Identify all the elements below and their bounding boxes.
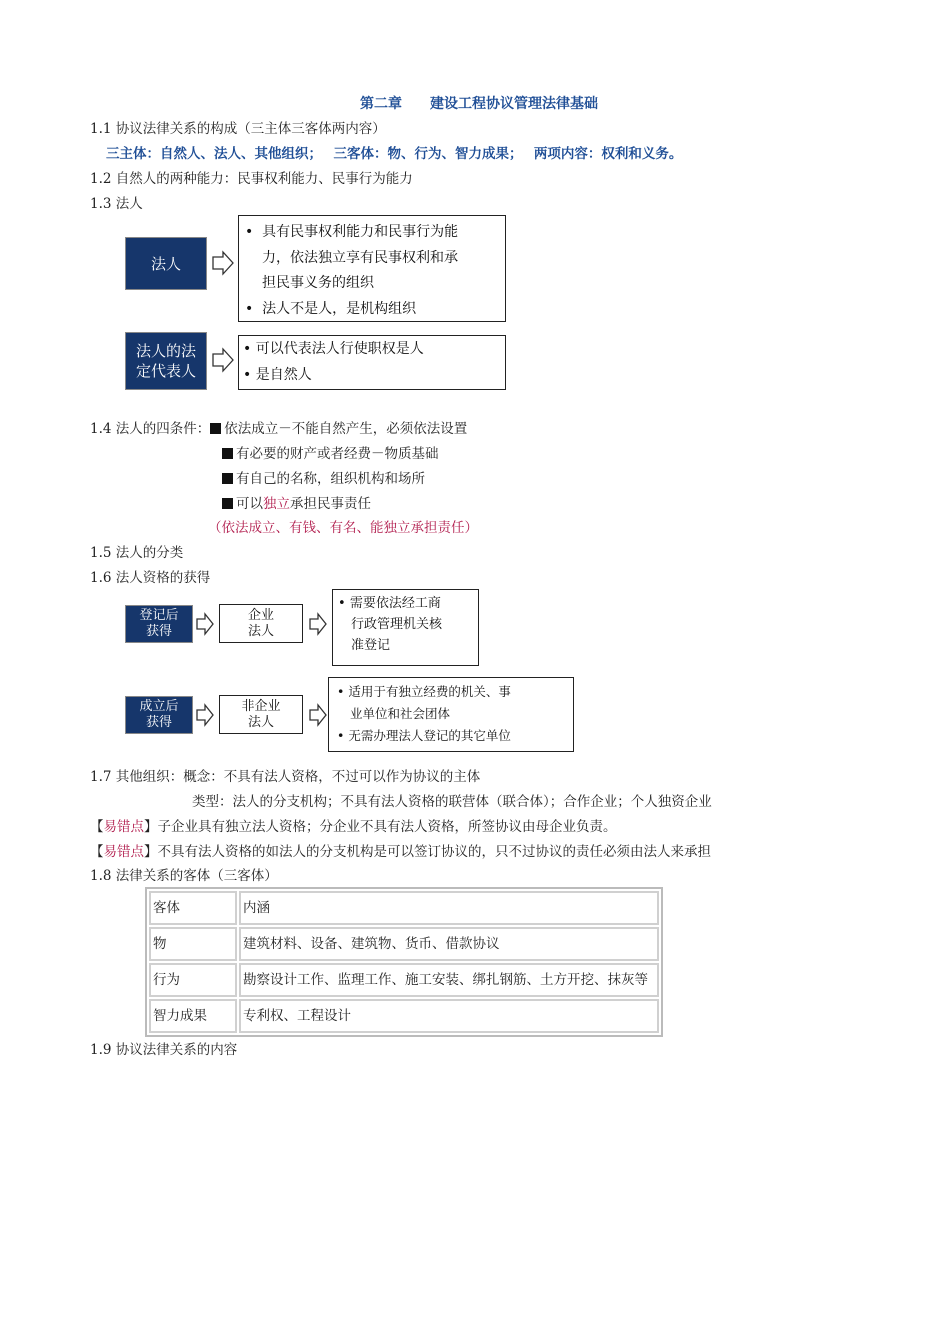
arrow-right-icon [195,703,215,727]
non-enterprise-note-box: • 适用于有独立经费的机关、事 业单位和社会团体 • 无需办理法人登记的其它单位 [328,677,574,752]
non-enterprise-legal-person-box: 非企业 法人 [219,695,303,734]
legal-representative-label-box: 法人的法 定代表人 [125,332,207,390]
section-1-8: 1.8 法律关系的客体（三客体） [90,868,278,884]
section-1-2: 1.2 自然人的两种能力：民事权利能力、民事行为能力 [90,171,413,187]
arrow-right-icon [195,612,215,636]
section-1-6: 1.6 法人资格的获得 [90,570,211,586]
enterprise-registration-note-box: • 需要依法经工商 行政管理机关核 准登记 [332,589,479,666]
section-1-1-summary: 三主体：自然人、法人、其他组织； 三客体：物、行为、智力成果； 两项内容：权利和义务。 [106,146,683,162]
section-1-5: 1.5 法人的分类 [90,545,184,561]
table-header-cell: 客体 [149,891,237,925]
error-note-1: 【易错点】子企业具有独立法人资格；分企业不具有法人资格，所签协议由母企业负责。 [90,819,617,835]
square-bullet-icon [222,498,233,509]
condition-item: 有必要的财产或者经费－物质基础 [222,445,439,463]
table-cell: 行为 [149,963,237,997]
section-1-7: 1.7 其他组织：概念：不具有法人资格，不过可以作为协议的主体 [90,769,481,785]
table-cell: 物 [149,927,237,961]
arrow-right-icon [308,612,328,636]
table-row [149,999,659,1033]
condition-item: 有自己的名称，组织机构和场所 [222,470,425,488]
legal-person-label-box: 法人 [125,237,207,290]
chapter-title: 第二章 建设工程协议管理法律基础 [360,96,598,112]
table-cell: 建筑材料、设备、建筑物、货币、借款协议 [239,927,659,961]
table-header-cell: 内涵 [239,891,659,925]
establishment-box: 成立后 获得 [125,696,193,734]
table-cell: 智力成果 [149,999,237,1033]
table-header-row [149,891,659,925]
condition-item: 可以独立承担民事责任 [222,495,371,513]
square-bullet-icon [222,448,233,459]
table-cell: 勘察设计工作、监理工作、施工安装、绑扎钢筋、土方开挖、抹灰等 [239,963,659,997]
section-1-3: 1.3 法人 [90,196,143,212]
enterprise-legal-person-box: 企业 法人 [219,604,303,643]
section-1-7-types: 类型：法人的分支机构；不具有法人资格的联营体（联合体）；合作企业；个人独资企业 [192,794,712,810]
table-row [149,963,659,997]
table-row [149,927,659,961]
arrow-right-icon [211,347,235,373]
registration-box: 登记后 获得 [125,605,193,643]
object-table [145,887,663,1037]
square-bullet-icon [222,473,233,484]
legal-person-definition-box: • 具有民事权利能力和民事行为能 力，依法独立享有民事权利和承 担民事义务的组织 • 法人不是人，是机构组织 [238,215,506,322]
legal-representative-definition-box: • 可以代表法人行使职权是人 • 是自然人 [238,335,506,390]
table-cell: 专利权、工程设计 [239,999,659,1033]
section-1-1: 1.1 协议法律关系的构成（三主体三客体两内容） [90,121,386,137]
arrow-right-icon [308,703,328,727]
section-1-4: 1.4 法人的四条件： 依法成立－不能自然产生，必须依法设置 [90,421,468,437]
error-note-2: 【易错点】不具有法人资格的如法人的分支机构是可以签订协议的，只不过协议的责任必须由法人来承担 [90,844,711,860]
section-1-9: 1.9 协议法律关系的内容 [90,1042,238,1058]
arrow-right-icon [211,250,235,276]
conditions-summary: （依法成立、有钱、有名、能独立承担责任） [208,520,478,536]
square-bullet-icon [210,423,221,434]
